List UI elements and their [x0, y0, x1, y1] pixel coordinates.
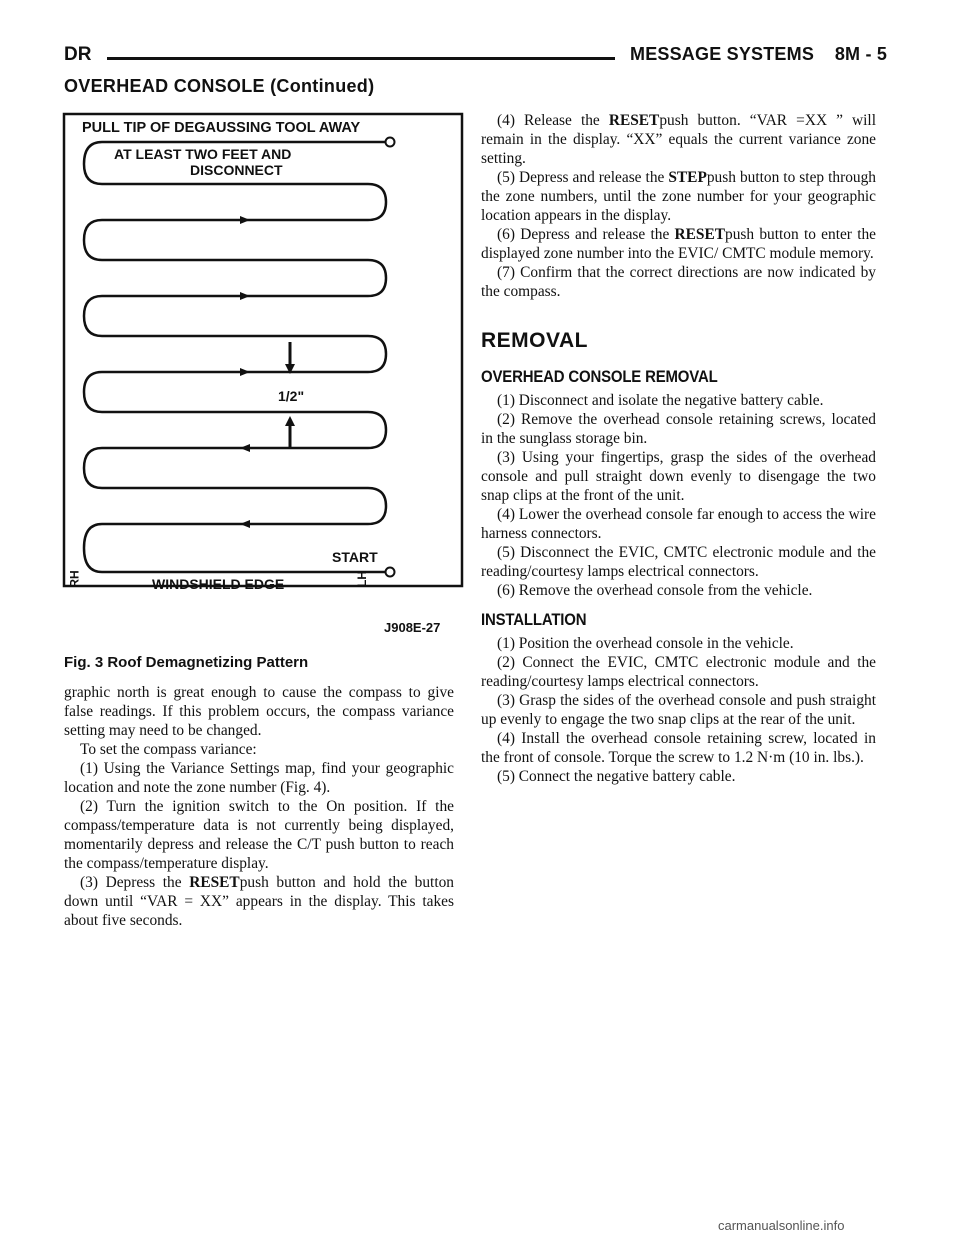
install-step: (2) Connect the EVIC, CMTC electronic module and the reading/courtesy lamps electrical connectors. — [481, 654, 876, 690]
text-span: push button. “VAR =XX ” will remain in the display. “XX” equals the current variance zone setting. — [481, 112, 876, 167]
header-section-code: DR — [64, 44, 92, 65]
text-span: (6) Depress and release the — [497, 226, 675, 243]
text-span: push button and hold the button down until “VAR = XX” appears in the display. This takes about five seconds. — [64, 874, 454, 929]
paragraph: (2) Turn the ignition switch to the On position. If the compass/temperature data is not currently being displayed, momentarily depress and release the C/T push button to reach the compass/temperature display. — [64, 798, 454, 872]
label-half-inch: 1/2" — [278, 388, 305, 404]
figure-code: J908E-27 — [384, 620, 441, 635]
paragraph — [481, 111, 876, 168]
removal-step: (4) Lower the overhead console far enough to access the wire harness connectors. — [481, 506, 876, 542]
button-name-reset: RESET — [608, 112, 660, 129]
tool-end-circle — [386, 138, 395, 147]
removal-step: (1) Disconnect and isolate the negative battery cable. — [497, 392, 824, 409]
button-name-reset: RESET — [674, 226, 726, 243]
heading-installation: INSTALLATION — [481, 610, 587, 629]
label-lh: LH — [355, 571, 369, 587]
header-title-page: MESSAGE SYSTEMS 8M - 5 — [630, 44, 888, 64]
label-pull-tip: PULL TIP OF DEGAUSSING TOOL AWAY — [82, 120, 361, 136]
section-continued-title: OVERHEAD CONSOLE (Continued) — [64, 76, 375, 96]
paragraph — [481, 168, 876, 225]
install-step: (5) Connect the negative battery cable. — [497, 768, 736, 785]
right-column — [481, 111, 876, 786]
direction-arrow — [240, 216, 250, 224]
left-column — [64, 683, 454, 930]
direction-arrow — [240, 292, 250, 300]
degaussing-path — [84, 142, 388, 572]
heading-removal: REMOVAL — [481, 329, 588, 352]
heading-overhead-console-removal: OVERHEAD CONSOLE REMOVAL — [481, 367, 718, 386]
text-span: (5) Depress and release the — [497, 169, 669, 186]
demagnetizing-figure — [62, 112, 464, 642]
watermark: carmanualsonline.info — [718, 1218, 845, 1233]
direction-arrow — [240, 520, 250, 528]
paragraph — [481, 225, 876, 263]
install-step: (3) Grasp the sides of the overhead console and push straight up evenly to engage the two snap clips at the rear of the unit. — [481, 692, 876, 728]
button-name-step: STEP — [668, 169, 707, 186]
direction-arrow — [240, 368, 250, 376]
text-span: push button to step through the zone numbers, until the zone number for your geographic location appears in the display. — [481, 169, 876, 224]
header-rule — [107, 57, 615, 60]
text-span: (4) Release the — [497, 112, 609, 129]
button-name-reset: RESET — [189, 874, 240, 891]
text-span: push button to enter the displayed zone number into the EVIC/ CMTC module memory. — [481, 226, 876, 262]
text-span: (3) Depress the — [80, 874, 190, 891]
paragraph: (7) Confirm that the correct directions are now indicated by the compass. — [481, 264, 876, 300]
label-start: START — [332, 549, 378, 565]
demagnetizing-pattern-drawing — [62, 112, 464, 642]
paragraph: (1) Using the Variance Settings map, find your geographic location and note the zone number (Fig. 4). — [64, 760, 454, 796]
install-step: (1) Position the overhead console in the vehicle. — [497, 635, 794, 652]
removal-step: (5) Disconnect the EVIC, CMTC electronic module and the reading/courtesy lamps electrical connectors. — [481, 544, 876, 580]
label-disconnect: DISCONNECT — [190, 162, 283, 178]
label-windshield-edge: WINDSHIELD EDGE — [152, 576, 285, 592]
paragraph — [64, 873, 454, 930]
removal-step: (2) Remove the overhead console retaining screws, located in the sunglass storage bin. — [481, 411, 876, 447]
removal-step: (6) Remove the overhead console from the vehicle. — [497, 582, 813, 599]
direction-arrow — [240, 444, 250, 452]
tool-start-circle — [386, 568, 395, 577]
install-step: (4) Install the overhead console retaining screw, located in the front of console. Torque the screw to 1.2 N·m (10 in. lbs.). — [481, 730, 876, 766]
figure-caption: Fig. 3 Roof Demagnetizing Pattern — [64, 654, 309, 671]
label-two-feet: AT LEAST TWO FEET AND — [114, 146, 292, 162]
label-rh: RH — [67, 570, 82, 588]
paragraph: To set the compass variance: — [80, 741, 257, 758]
removal-step: (3) Using your fingertips, grasp the sides of the overhead console and pull straight down evenly to disengage the two snap clips at the front of the unit. — [481, 449, 876, 504]
paragraph: graphic north is great enough to cause the compass to give false readings. If this problem occurs, the compass variance setting may need to be changed. — [64, 684, 454, 739]
